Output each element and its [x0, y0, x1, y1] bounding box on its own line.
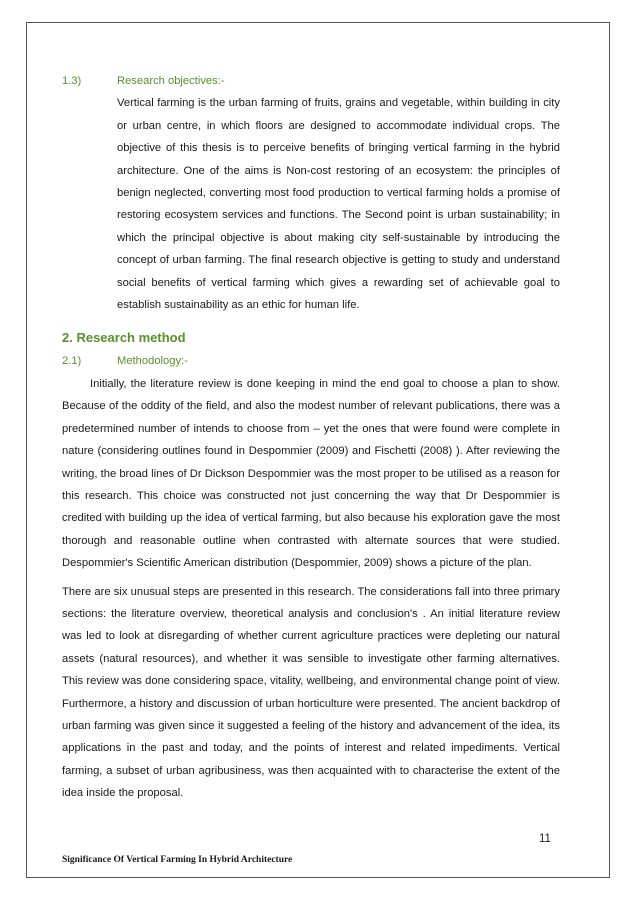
page-content [62, 70, 560, 805]
section-number: 2.1) [62, 355, 82, 368]
section-title: Research objectives:- [117, 75, 225, 87]
methodology-paragraph-1: Initially, the literature review is done keeping in mind the end goal to choose a plan to show. Because of the oddity of the field, and also the modest number of relevant publications, there was a predetermined number of intends to choose from – yet the ones that were found were complete in nature (considering outlines found in Despommier (2009) and Fischetti (2008) ). After reviewing the writing, the broad lines of Dr Dickson Despommier was the most proper to be utilised as a reason for this research. This choice was constructed not just concerning the way that Dr Despommier is credited with building up the idea of vertical farming, but also because his exploration gave the most thorough and reasonable outline when contrasted with alternate sources that were studied. Despommier's Scientific American distribution (Despommier, 2009) shows a picture of the plan. [62, 377, 560, 570]
section-1-3-header [62, 70, 560, 92]
section-title: Methodology:- [117, 355, 188, 368]
methodology-paragraph-2: There are six unusual steps are presented in this research. The considerations fall into three primary sections: the literature overview, theoretical analysis and conclusion's . An initial literature review was led to look at disregarding of whether current agriculture practices were depleting our natural assets (natural resources), and whether it was sensible to investigate other farming alternatives. This review was done considering space, vitality, wellbeing, and environmental change point of view. Furthermore, a history and discussion of urban horticulture were presented. The ancient backdrop of urban farming was given since it suggested a feeling of the history and advancement of the idea, its applications in the past and today, and the points of interest and related impediments. Vertical farming, a subset of urban agribusiness, was then acquainted with to characterise the extent of the idea inside the proposal. [62, 585, 560, 800]
page-number: 11 [539, 833, 551, 845]
section-2-1-header [62, 350, 560, 372]
section-number: 1.3) [62, 75, 82, 87]
running-footer: Significance Of Vertical Farming In Hybrid Architecture [62, 855, 293, 865]
section-2-heading: 2. Research method [62, 330, 186, 346]
objectives-paragraph: Vertical farming is the urban farming of fruits, grains and vegetable, within building in city or urban centre, in which floors are designed to accommodate individual crops. The objective of this thesis is to perceive benefits of bringing vertical farming in the hybrid architecture. One of the aims is Non-cost restoring of an ecosystem: the principles of benign neglected, converting most food production to vertical farming holds a promise of restoring ecosystem services and functions. The Second point is urban sustainability; in which the principal objective is about making city self-sustainable by introducing the concept of urban farming. The final research objective is getting to study and understand social benefits of vertical farming which gives a rewarding set of achievable goal to establish sustainability as an ethic for human life. [117, 97, 560, 312]
